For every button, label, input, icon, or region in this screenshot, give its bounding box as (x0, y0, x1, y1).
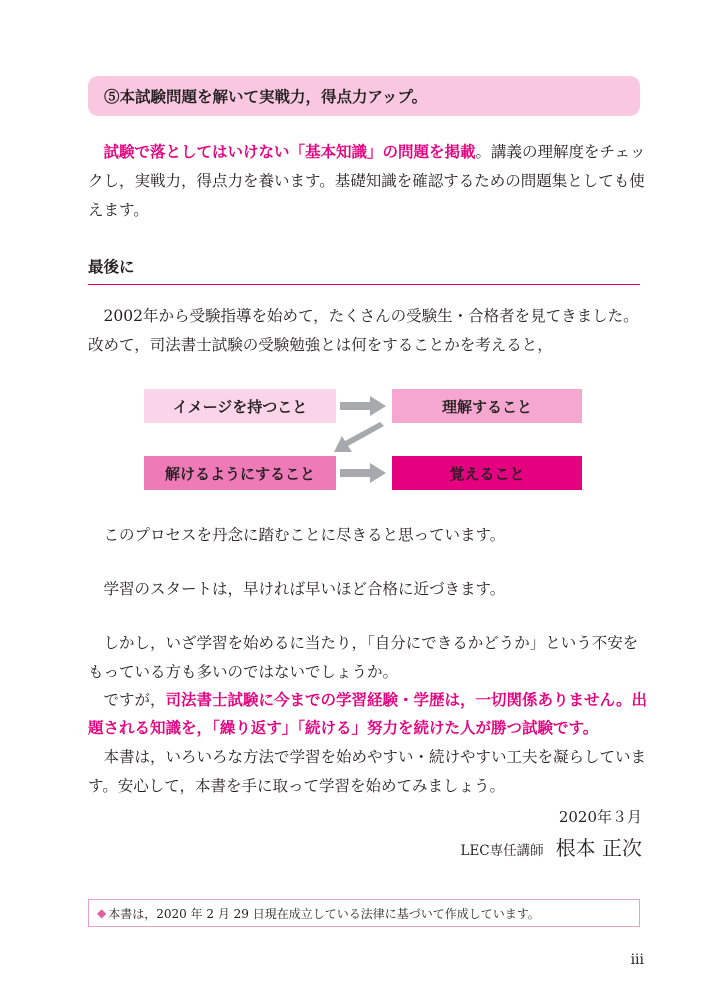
arrow-down-left-icon (332, 422, 388, 456)
body2-line6-highlight: 題される知識を，「繰り返す」「続ける」努力を続けた人が勝つ試験です。 (88, 719, 599, 737)
body2-line5-lead: ですが， (103, 691, 166, 709)
section-header-box (88, 76, 640, 116)
flow-step-understand-label: 理解すること (441, 397, 532, 416)
arrow-right-icon (340, 461, 388, 485)
intro-paragraph (88, 138, 644, 225)
signature-date: 2020年３月 (558, 808, 642, 826)
body2-line8: す。安心して，本書を手に取って学習を始めてみましょう。 (88, 777, 505, 795)
diamond-icon: ◆ (97, 906, 107, 920)
body2-line4: もっている方も多いのではないでしょうか。 (88, 663, 399, 681)
body2-line6 (88, 714, 648, 743)
section-header-title: ⑤本試験問題を解いて実戦力，得点力アップ。 (104, 87, 428, 106)
flow-step-imagine (144, 389, 336, 423)
note-text: 本書は，2020 年 2 月 29 日現在成立している法律に基づいて作成しています。 (108, 906, 540, 921)
signature-affiliation: LEC専任講師 (460, 843, 544, 859)
flow-step-imagine-label: イメージを持つこと (172, 397, 308, 416)
body2-line5 (88, 686, 664, 715)
flow-step-solve (144, 456, 336, 490)
note-box (88, 899, 640, 927)
body2-line7: 本書は，いろいろな方法で学習を始めやすい・続けやすい工夫を凝らしていま (103, 748, 647, 766)
body2-line1: このプロセスを丹念に踏むことに尽きると思っています。 (103, 526, 506, 544)
arrow-right-icon (340, 394, 388, 418)
signature-name: 根本 正次 (555, 836, 642, 860)
body2-line2: 学習のスタートは，早ければ早いほど合格に近づきます。 (103, 580, 506, 598)
page-number: iii (630, 952, 644, 968)
section-rule (88, 284, 640, 285)
section-title: 最後に (88, 258, 135, 276)
body1-line2: 改めて，司法書士試験の受験勉強とは何をすることかを考えると， (88, 336, 553, 354)
intro-line1-rest: 。講義の理解度をチェッ (475, 143, 646, 161)
body2-line5-highlight: 司法書士試験に今までの学習経験・学歴は，一切関係ありません。出 (165, 691, 647, 709)
signature-block (460, 832, 642, 861)
flow-step-memorize (392, 456, 582, 490)
flow-step-solve-label: 解けるようにすること (164, 464, 315, 483)
intro-line2: クし，実戦力，得点力を養います。基礎知識を確認するための問題集としても使 (88, 172, 645, 190)
intro-line3: えます。 (88, 201, 149, 219)
flow-step-understand (392, 389, 582, 423)
intro-highlight: 試験で落としてはいけない「基本知識」の問題を掲載 (103, 143, 476, 161)
body2-line3: しかし，いざ学習を始めるに当たり，「自分にできるかどうか」という不安を (103, 634, 639, 652)
flow-step-memorize-label: 覚えること (449, 464, 525, 483)
body1-line1: 2002年から受験指導を始めて，たくさんの受験生・合格者を見てきました。 (103, 307, 639, 325)
